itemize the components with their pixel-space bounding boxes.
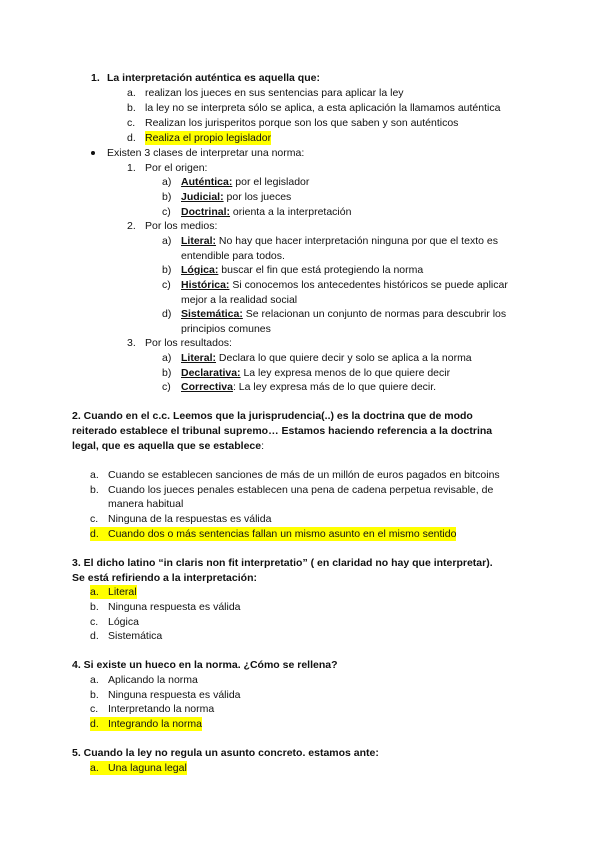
resultados-item-c (181, 380, 436, 394)
q2-title-line-1: 2. Cuando en el c.c. Leemos que la jurisprudencia(..) es la doctrina que de modo (72, 410, 473, 422)
q2-title-line-3-text: legal, que es aquella que se establece (72, 440, 262, 452)
origen-item-b (181, 190, 291, 204)
q5-title: 5. Cuando la ley no regula un asunto concreto. estamos ante: (72, 747, 379, 759)
q5-option-a-highlighted: Una laguna legal (108, 762, 187, 774)
q2-option-a-letter: a. (90, 469, 99, 481)
medios-item-a-cont: entendible para todos. (181, 250, 285, 262)
q1-option-a: realizan los jueces en sus sentencias para aplicar la ley (145, 87, 404, 99)
medios-item-d-letter: d) (162, 308, 172, 320)
q4-option-d-letter: d. (90, 717, 107, 731)
q4-option-c-letter: c. (90, 703, 99, 715)
q2-title-tail: : (261, 440, 265, 452)
origen-item-a-term: Auténtica: (181, 176, 233, 188)
resultados-item-b (181, 366, 450, 380)
q3-option-c-letter: c. (90, 616, 99, 628)
origen-item-c-term: Doctrinal: (181, 206, 231, 218)
q2-title-line-3 (72, 439, 264, 453)
q1-title: La interpretación auténtica es aquella que: (107, 72, 320, 84)
q2-option-b-cont: manera habitual (108, 498, 184, 510)
q1-option-d-highlighted: Realiza el propio legislador (145, 132, 272, 144)
resultados-item-a (181, 351, 472, 365)
resultados-item-b-term: Declarativa: (181, 367, 241, 379)
q4-option-a: Aplicando la norma (108, 674, 198, 686)
medios-item-c-text: Si conocemos los antecedentes históricos se puede aplicar (229, 279, 508, 291)
q3-option-b: Ninguna respuesta es válida (108, 601, 241, 613)
q1-number: 1. (91, 72, 100, 84)
resultados-item-c-letter: c) (162, 381, 171, 393)
q3-title-line-2: Se está refiriendo a la interpretación: (72, 572, 257, 584)
medios-item-a-letter: a) (162, 235, 172, 247)
q2-option-d-letter: d. (90, 527, 107, 541)
q3-option-c: Lógica (108, 616, 139, 628)
origen-number: 1. (127, 162, 136, 174)
resultados-item-a-text: Declara lo que quiere decir y solo se aplica a la norma (216, 352, 472, 364)
q2-option-a: Cuando se establecen sanciones de más de un millón de euros pagados en bitcoins (108, 469, 500, 481)
q2-option-c-letter: c. (90, 513, 99, 525)
medios-item-d-cont: principios comunes (181, 323, 271, 335)
q4-title: 4. Si existe un hueco en la norma. ¿Cómo se rellena? (72, 659, 338, 671)
resultados-label: Por los resultados: (145, 337, 232, 349)
q3-option-d: Sistemática (108, 630, 163, 642)
origen-item-c-letter: c) (162, 206, 171, 218)
origen-item-a-letter: a) (162, 176, 172, 188)
medios-item-c-letter: c) (162, 279, 171, 291)
q2-option-b: Cuando los jueces penales establecen una pena de cadena perpetua revisable, de (108, 484, 494, 496)
q5-option-a-letter: a. (90, 761, 107, 775)
bullet-dot (91, 151, 95, 155)
resultados-item-c-term: Correctiva (181, 381, 233, 393)
q1-option-b-letter: b. (127, 102, 136, 114)
q2-title-line-2: reiterado establece el tribunal supremo… Estamos haciendo referencia a la doctrina (72, 425, 493, 437)
medios-number: 2. (127, 220, 136, 232)
q1-option-d-letter: d. (127, 132, 136, 144)
resultados-item-b-letter: b) (162, 367, 172, 379)
medios-item-a-text: No hay que hacer interpretación ninguna por que el texto es (216, 235, 498, 247)
origen-item-c-text: orienta a la interpretación (230, 206, 352, 218)
origen-item-a (181, 175, 309, 189)
q1-option-b: la ley no se interpreta sólo se aplica, a esta aplicación la llamamos auténtica (145, 102, 501, 114)
origen-item-c (181, 205, 351, 219)
q3-title-line-1: 3. El dicho latino “in claris non fit interpretatio” ( en claridad no hay que interpretar). (72, 557, 493, 569)
medios-item-d-term: Sistemática: (181, 308, 243, 320)
q4-option-a-letter: a. (90, 674, 99, 686)
medios-item-b (181, 263, 423, 277)
medios-item-c-term: Histórica: (181, 279, 230, 291)
medios-item-a-term: Literal: (181, 235, 217, 247)
q2-option-b-letter: b. (90, 484, 99, 496)
q4-option-c: Interpretando la norma (108, 703, 215, 715)
medios-item-c-cont: mejor a la realidad social (181, 294, 298, 306)
origen-item-b-text: por los jueces (223, 191, 292, 203)
resultados-item-a-term: Literal: (181, 352, 217, 364)
q4-option-d-highlighted: Integrando la norma (108, 718, 202, 730)
resultados-number: 3. (127, 337, 136, 349)
medios-item-a (181, 234, 498, 248)
medios-item-b-letter: b) (162, 264, 172, 276)
origen-label: Por el origen: (145, 162, 208, 174)
q1-option-c-letter: c. (127, 117, 136, 129)
origen-item-b-letter: b) (162, 191, 172, 203)
q4-option-b: Ninguna respuesta es válida (108, 689, 241, 701)
q3-option-b-letter: b. (90, 601, 99, 613)
medios-item-c (181, 278, 508, 292)
medios-item-b-term: Lógica: (181, 264, 219, 276)
q3-option-a-letter: a. (90, 585, 107, 599)
resultados-item-c-text: : La ley expresa más de lo que quiere decir. (232, 381, 437, 393)
resultados-item-b-text: La ley expresa menos de lo que quiere decir (240, 367, 451, 379)
medios-item-d-text: Se relacionan un conjunto de normas para descubrir los (242, 308, 507, 320)
clases-intro: Existen 3 clases de interpretar una norma: (107, 147, 305, 159)
q1-option-a-letter: a. (127, 87, 136, 99)
q2-option-c: Ninguna de la respuestas es válida (108, 513, 272, 525)
medios-label: Por los medios: (145, 220, 218, 232)
resultados-item-a-letter: a) (162, 352, 172, 364)
q3-option-a-highlighted: Literal (108, 586, 137, 598)
q3-option-d-letter: d. (90, 630, 99, 642)
q2-option-d-highlighted: Cuando dos o más sentencias fallan un mismo asunto en el mismo sentido (108, 528, 457, 540)
origen-item-b-term: Judicial: (181, 191, 224, 203)
q4-option-b-letter: b. (90, 689, 99, 701)
q1-option-c: Realizan los jurisperitos porque son los que saben y son auténticos (145, 117, 459, 129)
medios-item-d (181, 307, 506, 321)
origen-item-a-text: por el legislador (232, 176, 310, 188)
medios-item-b-text: buscar el fin que está protegiendo la norma (218, 264, 424, 276)
